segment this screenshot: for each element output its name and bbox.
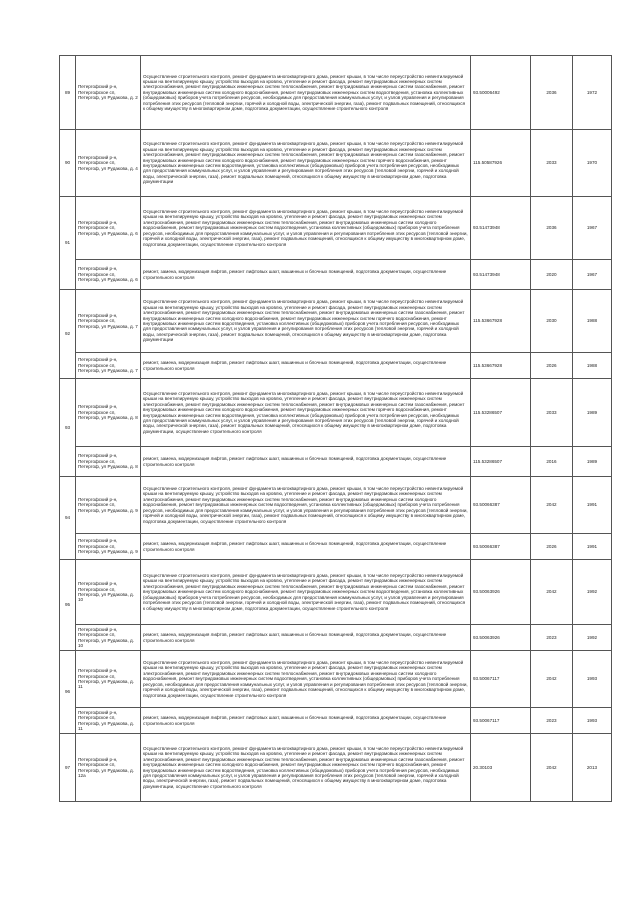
- work-description-cell: [141, 708, 471, 734]
- work-description-cell-text: Осуществление строительного контроля, ремонт фундамента многоквартирного дома, ремонт крыши, в том числе переустройство невентилируемой крыши на вентилируемую крышу, устройство выходов на кровлю, утепление и ремонт фасада, ремонт внутридомовых инженерных систем электроснабжения, ремонт внутридомовых инженерных систем теплоснабжения, ремонт внутридомовых инженерных систем холодного водоснабжения, ремонт внутридомовых инженерных систем водоотведения, установка коллективных (общедомовых) приборов учета потребления ресурсов, необходимых для предоставления коммунальных услуг, и узлов управления и регулирования потребления этих ресурсов (тепловой энергии, горячей и холодной воды, электрической энергии, газа), ремонт подвальных помещений, относящихся к общему имуществу в многоквартирном доме, подготовка документации, осуществление строительного контроля: [143, 486, 468, 524]
- address-cell: [76, 534, 141, 560]
- work-description-cell-text: Осуществление строительного контроля, ремонт фундамента многоквартирного дома, ремонт крыши, в том числе переустройство невентилируемой крыши на вентилируемую крышу, устройство выходов на кровлю, утепление и ремонт фасада, ремонт внутридомовых инженерных систем электроснабжения, ремонт внутридомовых инженерных систем теплоснабжения, ремонт внутридомовых инженерных систем холодного водоснабжения, ремонт внутридомовых инженерных систем водоотведения, установка коллективных (общедомовых) приборов учета потребления ресурсов, необходимых для предоставления коммунальных услуг, и узлов управления и регулирования потребления этих ресурсов (тепловой энергии, горячей и холодной воды, электрической энергии, газа), ремонт подвальных помещений, относящихся к общему имуществу в многоквартирном доме, подготовка документации, осуществление строительного контроля: [143, 209, 468, 247]
- table-row: [60, 56, 612, 130]
- table-row: [60, 447, 612, 477]
- row-number-cell: 94: [60, 477, 76, 560]
- build-year-cell: [573, 56, 612, 130]
- address-cell-text: Петергофский р-н, Петергофское сп, Петергоф, ул Рудакова, д. 6: [78, 266, 138, 283]
- planned-year-cell-text: 2016: [546, 458, 557, 464]
- address-cell: [76, 447, 141, 477]
- planned-year-cell-text: 2042: [546, 502, 557, 508]
- repair-schedule-table: [59, 55, 612, 802]
- address-cell: [76, 477, 141, 534]
- planned-year-cell-text: 2033: [546, 409, 557, 415]
- build-year-cell-text: 1989: [586, 409, 598, 415]
- work-description-cell-text: ремонт, замена, модернизация лифтов, ремонт лифтовых шахт, машинных и блочных помещений, подготовка документации, осуществление строительного контроля: [143, 715, 447, 726]
- address-cell-text: Петергофский р-н, Петергофское сп, Петергоф, ул Рудакова, д. 11: [78, 709, 134, 731]
- work-description-cell: [141, 447, 471, 477]
- planned-year-cell: [531, 130, 573, 197]
- house-code-cell: [471, 447, 531, 477]
- row-number-cell: 96: [60, 651, 76, 734]
- planned-year-cell: [531, 534, 573, 560]
- house-code-cell-text: 20.30103: [473, 764, 493, 770]
- work-description-cell-text: Осуществление строительного контроля, ремонт фундамента многоквартирного дома, ремонт крыши, в том числе переустройство невентилируемой крыши на вентилируемую крышу, устройство выходов на кровлю, утепление и ремонт фасада, ремонт внутридомовых инженерных систем электроснабжения, ремонт внутридомовых инженерных систем теплоснабжения, ремонт внутридомовых инженерных систем газоснабжения, ремонт внутридомовых инженерных систем холодного водоснабжения, ремонт внутридомовых инженерных систем горячего водоснабжения, ремонт внутридомовых инженерных систем водоотведения, установка коллективных (общедомовых) приборов учета потребления ресурсов, необходимых для предоставления коммунальных услуг, и узлов управления и регулирования потребления этих ресурсов (тепловой энергии, горячей и холодной воды, электрической энергии, газа), ремонт подвальных помещений, относящихся к общему имуществу в многоквартирном доме, подготовка документации, осуществление строительного контроля: [143, 745, 465, 789]
- planned-year-cell-text: 2026: [546, 362, 557, 368]
- address-cell-text: Петергофский р-н, Петергофское сп, Петергоф, ул Рудакова, д. 8: [78, 453, 138, 470]
- house-code-cell: [471, 560, 531, 625]
- build-year-cell-text: 1993: [586, 676, 598, 682]
- address-cell-text: Петергофский р-н, Петергофское сп, Петергоф, ул Рудакова, д. 7: [78, 312, 138, 329]
- table-row: [60, 197, 612, 260]
- house-code-cell: [471, 625, 531, 651]
- house-code-cell-text: 93.50067117: [473, 717, 500, 723]
- row-number-cell: 91: [60, 197, 76, 290]
- address-cell-text: Петергофский р-н, Петергофское сп, Петергоф, ул Рудакова, д. 10: [78, 581, 134, 603]
- address-cell-text: Петергофский р-н, Петергофское сп, Петергоф, ул Рудакова, д. 9: [78, 496, 138, 513]
- address-cell: [76, 56, 141, 130]
- address-cell: [76, 379, 141, 447]
- work-description-cell-text: ремонт, замена, модернизация лифтов, ремонт лифтовых шахт, машинных и блочных помещений, подготовка документации, осуществление строительного контроля: [143, 541, 447, 552]
- address-cell-text: Петергофский р-н, Петергофское сп, Петергоф, ул Рудакова, д. 12а: [78, 756, 134, 778]
- house-code-cell: [471, 260, 531, 290]
- work-description-cell: [141, 625, 471, 651]
- build-year-cell-text: 2013: [586, 764, 598, 770]
- table-row: [60, 130, 612, 197]
- build-year-cell: [573, 379, 612, 447]
- work-description-cell: [141, 477, 471, 534]
- address-cell: [76, 708, 141, 734]
- work-description-cell: [141, 56, 471, 130]
- planned-year-cell-text: 2036: [546, 225, 557, 231]
- address-cell: [76, 353, 141, 379]
- build-year-cell: [573, 734, 612, 802]
- row-number-cell: 92: [60, 290, 76, 379]
- house-code-cell: [471, 197, 531, 260]
- house-code-cell: [471, 379, 531, 447]
- address-cell-text: Петергофский р-н, Петергофское сп, Петергоф, ул Рудакова, д. 2: [78, 84, 138, 101]
- table-row: [60, 260, 612, 290]
- house-code-cell: [471, 534, 531, 560]
- work-description-cell-text: ремонт, замена, модернизация лифтов, ремонт лифтовых шахт, машинных и блочных помещений, подготовка документации, осуществление строительного контроля: [143, 360, 447, 371]
- planned-year-cell: [531, 708, 573, 734]
- planned-year-cell: [531, 290, 573, 353]
- house-code-cell-text: 115.53667928: [473, 362, 503, 368]
- work-description-cell-text: Осуществление строительного контроля, ремонт фундамента многоквартирного дома, ремонт крыши, в том числе переустройство невентилируемой крыши на вентилируемую крышу, устройство выходов на кровлю, утепление и ремонт фасада, ремонт внутридомовых инженерных систем электроснабжения, ремонт внутридомовых инженерных систем теплоснабжения, ремонт внутридомовых инженерных систем газоснабжения, ремонт внутридомовых инженерных систем холодного водоснабжения, ремонт внутридомовых инженерных систем горячего водоснабжения, ремонт внутридомовых инженерных систем водоотведения, установка коллективных (общедомовых) приборов учета потребления ресурсов, необходимых для предоставления коммунальных услуг, и узлов управления и регулирования потребления этих ресурсов (тепловой энергии, горячей и холодной воды, электрической энергии, газа), ремонт подвальных помещений, относящихся к общему имуществу в многоквартирном доме, подготовка документации: [143, 299, 465, 343]
- planned-year-cell-text: 2026: [546, 543, 557, 549]
- planned-year-cell: [531, 651, 573, 708]
- build-year-cell: [573, 353, 612, 379]
- house-code-cell-text: 93.50063926: [473, 634, 500, 640]
- planned-year-cell-text: 2023: [546, 634, 557, 640]
- build-year-cell-text: 1993: [586, 717, 598, 723]
- work-description-cell: [141, 651, 471, 708]
- work-description-cell: [141, 290, 471, 353]
- work-description-cell: [141, 734, 471, 802]
- build-year-cell-text: 1988: [586, 362, 598, 368]
- build-year-cell-text: 1992: [586, 634, 598, 640]
- address-cell-text: Петергофский р-н, Петергофское сп, Петергоф, ул Рудакова, д. 8: [78, 404, 138, 421]
- planned-year-cell-text: 2033: [546, 160, 557, 166]
- row-number-cell: 90: [60, 130, 76, 197]
- work-description-cell: [141, 560, 471, 625]
- build-year-cell: [573, 447, 612, 477]
- planned-year-cell: [531, 56, 573, 130]
- build-year-cell: [573, 651, 612, 708]
- build-year-cell-text: 1972: [586, 89, 598, 95]
- build-year-cell-text: 1992: [586, 589, 598, 595]
- work-description-cell: [141, 379, 471, 447]
- work-description-cell: [141, 260, 471, 290]
- build-year-cell-text: 1989: [586, 458, 598, 464]
- house-code-cell-text: 93.50006492: [473, 89, 500, 95]
- table-row: [60, 708, 612, 734]
- house-code-cell: [471, 353, 531, 379]
- work-description-cell-text: Осуществление строительного контроля, ремонт фундамента многоквартирного дома, ремонт крыши, в том числе переустройство невентилируемой крыши на вентилируемую крышу, устройство выходов на кровлю, утепление и ремонт фасада, ремонт внутридомовых инженерных систем электроснабжения, ремонт внутридомовых инженерных систем теплоснабжения, ремонт внутридомовых инженерных систем газоснабжения, ремонт внутридомовых инженерных систем холодного водоснабжения, ремонт внутридомовых инженерных систем водоотведения, установка коллективных (общедомовых) приборов учета потребления ресурсов, необходимых для предоставления коммунальных услуг, и узлов управления и регулирования потребления этих ресурсов (тепловой энергии, горячей и холодной воды, электрической энергии, газа), ремонт подвальных помещений, относящихся к общему имуществу в многоквартирном доме, подготовка документации, осуществление строительного контроля: [143, 73, 466, 112]
- address-cell: [76, 560, 141, 625]
- planned-year-cell: [531, 379, 573, 447]
- build-year-cell-text: 1967: [586, 225, 598, 231]
- house-code-cell-text: 115.53667928: [473, 318, 503, 324]
- table-row: [60, 477, 612, 534]
- build-year-cell: [573, 708, 612, 734]
- work-description-cell: [141, 534, 471, 560]
- address-cell-text: Петергофский р-н, Петергофское сп, Петергоф, ул Рудакова, д. 6: [78, 219, 138, 236]
- work-description-cell: [141, 197, 471, 260]
- work-description-cell-text: Осуществление строительного контроля, ремонт фундамента многоквартирного дома, ремонт крыши, в том числе переустройство невентилируемой крыши на вентилируемую крышу, устройство выходов на кровлю, утепление и ремонт фасада, ремонт внутридомовых инженерных систем электроснабжения, ремонт внутридомовых инженерных систем теплоснабжения, ремонт внутридомовых инженерных систем холодного водоснабжения, ремонт внутридомовых инженерных систем водоотведения, установка коллективных (общедомовых) приборов учета потребления ресурсов, необходимых для предоставления коммунальных услуг, и узлов управления и регулирования потребления этих ресурсов (тепловой энергии, горячей и холодной воды, электрической энергии, газа), ремонт подвальных помещений, относящихся к общему имуществу в многоквартирном доме, подготовка документации, осуществление строительного контроля: [143, 660, 468, 698]
- work-description-cell-text: ремонт, замена, модернизация лифтов, ремонт лифтовых шахт, машинных и блочных помещений, подготовка документации, осуществление строительного контроля: [143, 269, 447, 280]
- table-row: [60, 353, 612, 379]
- table-row: [60, 379, 612, 447]
- planned-year-cell: [531, 260, 573, 290]
- row-number-cell: 93: [60, 379, 76, 477]
- house-code-cell-text: 93.51473948: [473, 271, 500, 277]
- build-year-cell-text: 1967: [586, 271, 598, 277]
- planned-year-cell-text: 2030: [546, 318, 557, 324]
- build-year-cell-text: 1991: [586, 502, 598, 508]
- address-cell: [76, 197, 141, 260]
- house-code-cell-text: 93.50066387: [473, 502, 500, 508]
- table-row: [60, 534, 612, 560]
- table-row: [60, 560, 612, 625]
- planned-year-cell-text: 2042: [546, 676, 557, 682]
- house-code-cell: [471, 130, 531, 197]
- planned-year-cell: [531, 447, 573, 477]
- work-description-cell-text: ремонт, замена, модернизация лифтов, ремонт лифтовых шахт, машинных и блочных помещений, подготовка документации, осуществление строительного контроля: [143, 456, 447, 467]
- planned-year-cell-text: 2036: [546, 89, 557, 95]
- planned-year-cell: [531, 353, 573, 379]
- planned-year-cell: [531, 560, 573, 625]
- row-number-cell: 89: [60, 56, 76, 130]
- build-year-cell: [573, 260, 612, 290]
- work-description-cell: [141, 130, 471, 197]
- row-number-cell: 97: [60, 734, 76, 802]
- work-description-cell-text: Осуществление строительного контроля, ремонт фундамента многоквартирного дома, ремонт крыши, в том числе переустройство невентилируемой крыши на вентилируемую крышу, устройство выходов на кровлю, утепление и ремонт фасада, ремонт внутридомовых инженерных систем электроснабжения, ремонт внутридомовых инженерных систем теплоснабжения, ремонт внутридомовых инженерных систем газоснабжения, ремонт внутридомовых инженерных систем холодного водоснабжения, ремонт внутридомовых инженерных систем водоотведения, установка коллективных (общедомовых) приборов учета потребления ресурсов, необходимых для предоставления коммунальных услуг, и узлов управления и регулирования потребления этих ресурсов (тепловой энергии, горячей и холодной воды, электрической энергии, газа), ремонт подвальных помещений, относящихся к общему имуществу в многоквартирном доме, подготовка документации, осуществление строительного контроля: [143, 573, 466, 611]
- work-description-cell: [141, 353, 471, 379]
- house-code-cell-text: 115.53286507: [473, 409, 503, 415]
- house-code-cell-text: 93.51473948: [473, 225, 500, 231]
- house-code-cell: [471, 651, 531, 708]
- table-row: [60, 290, 612, 353]
- table-row: [60, 625, 612, 651]
- work-description-cell-text: ремонт, замена, модернизация лифтов, ремонт лифтовых шахт, машинных и блочных помещений, подготовка документации, осуществление строительного контроля: [143, 632, 447, 643]
- table-body: [60, 56, 612, 802]
- build-year-cell-text: 1988: [586, 318, 598, 324]
- table-row: [60, 734, 612, 802]
- address-cell: [76, 290, 141, 353]
- planned-year-cell-text: 2042: [546, 589, 557, 595]
- house-code-cell: [471, 477, 531, 534]
- house-code-cell: [471, 56, 531, 130]
- build-year-cell-text: 1970: [586, 160, 598, 166]
- address-cell: [76, 734, 141, 802]
- house-code-cell-text: 115.50587926: [473, 160, 503, 166]
- address-cell: [76, 260, 141, 290]
- build-year-cell: [573, 290, 612, 353]
- work-description-cell-text: Осуществление строительного контроля, ремонт фундамента многоквартирного дома, ремонт крыши, в том числе переустройство невентилируемой крыши на вентилируемую крышу, устройство выходов на кровлю, утепление и ремонт фасада, ремонт внутридомовых инженерных систем электроснабжения, ремонт внутридомовых инженерных систем теплоснабжения, ремонт внутридомовых инженерных систем газоснабжения, ремонт внутридомовых инженерных систем холодного водоснабжения, ремонт внутридомовых инженерных систем горячего водоснабжения, ремонт внутридомовых инженерных систем водоотведения, установка коллективных (общедомовых) приборов учета потребления ресурсов, необходимых для предоставления коммунальных услуг, и узлов управления и регулирования потребления этих ресурсов (тепловой энергии, горячей и холодной воды, электрической энергии, газа), ремонт подвальных помещений, относящихся к общему имуществу в многоквартирном доме, подготовка документации: [143, 141, 465, 185]
- build-year-cell: [573, 625, 612, 651]
- address-cell-text: Петергофский р-н, Петергофское сп, Петергоф, ул Рудакова, д. 4: [78, 154, 138, 171]
- work-description-cell-text: Осуществление строительного контроля, ремонт фундамента многоквартирного дома, ремонт крыши, в том числе переустройство невентилируемой крыши на вентилируемую крышу, устройство выходов на кровлю, утепление и ремонт фасада, ремонт внутридомовых инженерных систем электроснабжения, ремонт внутридомовых инженерных систем теплоснабжения, ремонт внутридомовых инженерных систем газоснабжения, ремонт внутридомовых инженерных систем холодного водоснабжения, ремонт внутридомовых инженерных систем горячего водоснабжения, ремонт внутридомовых инженерных систем водоотведения, установка коллективных (общедомовых) приборов учета потребления ресурсов, необходимых для предоставления коммунальных услуг, и узлов управления и регулирования потребления этих ресурсов (тепловой энергии, горячей и холодной воды, электрической энергии, газа), ремонт подвальных помещений, относящихся к общему имуществу в многоквартирном доме, подготовка документации, осуществление строительного контроля: [143, 390, 465, 434]
- address-cell-text: Петергофский р-н, Петергофское сп, Петергоф, ул Рудакова, д. 7: [78, 357, 138, 374]
- planned-year-cell: [531, 197, 573, 260]
- address-cell-text: Петергофский р-н, Петергофское сп, Петергоф, ул Рудакова, д. 10: [78, 626, 134, 648]
- build-year-cell: [573, 130, 612, 197]
- build-year-cell: [573, 534, 612, 560]
- build-year-cell: [573, 560, 612, 625]
- address-cell-text: Петергофский р-н, Петергофское сп, Петергоф, ул Рудакова, д. 11: [78, 668, 134, 690]
- planned-year-cell: [531, 477, 573, 534]
- table-row: [60, 651, 612, 708]
- planned-year-cell: [531, 625, 573, 651]
- build-year-cell-text: 1991: [586, 543, 598, 549]
- row-number-cell: 95: [60, 560, 76, 651]
- planned-year-cell: [531, 734, 573, 802]
- house-code-cell-text: 93.50066387: [473, 543, 500, 549]
- planned-year-cell-text: 2042: [546, 764, 557, 770]
- house-code-cell: [471, 734, 531, 802]
- address-cell-text: Петергофский р-н, Петергофское сп, Петергоф, ул Рудакова, д. 9: [78, 538, 138, 555]
- address-cell: [76, 625, 141, 651]
- house-code-cell: [471, 290, 531, 353]
- planned-year-cell-text: 2023: [546, 717, 557, 723]
- house-code-cell-text: 115.53286507: [473, 458, 503, 464]
- planned-year-cell-text: 2020: [546, 271, 557, 277]
- address-cell: [76, 130, 141, 197]
- address-cell: [76, 651, 141, 708]
- house-code-cell: [471, 708, 531, 734]
- house-code-cell-text: 93.50067117: [473, 676, 500, 682]
- build-year-cell: [573, 477, 612, 534]
- house-code-cell-text: 93.50063926: [473, 589, 500, 595]
- build-year-cell: [573, 197, 612, 260]
